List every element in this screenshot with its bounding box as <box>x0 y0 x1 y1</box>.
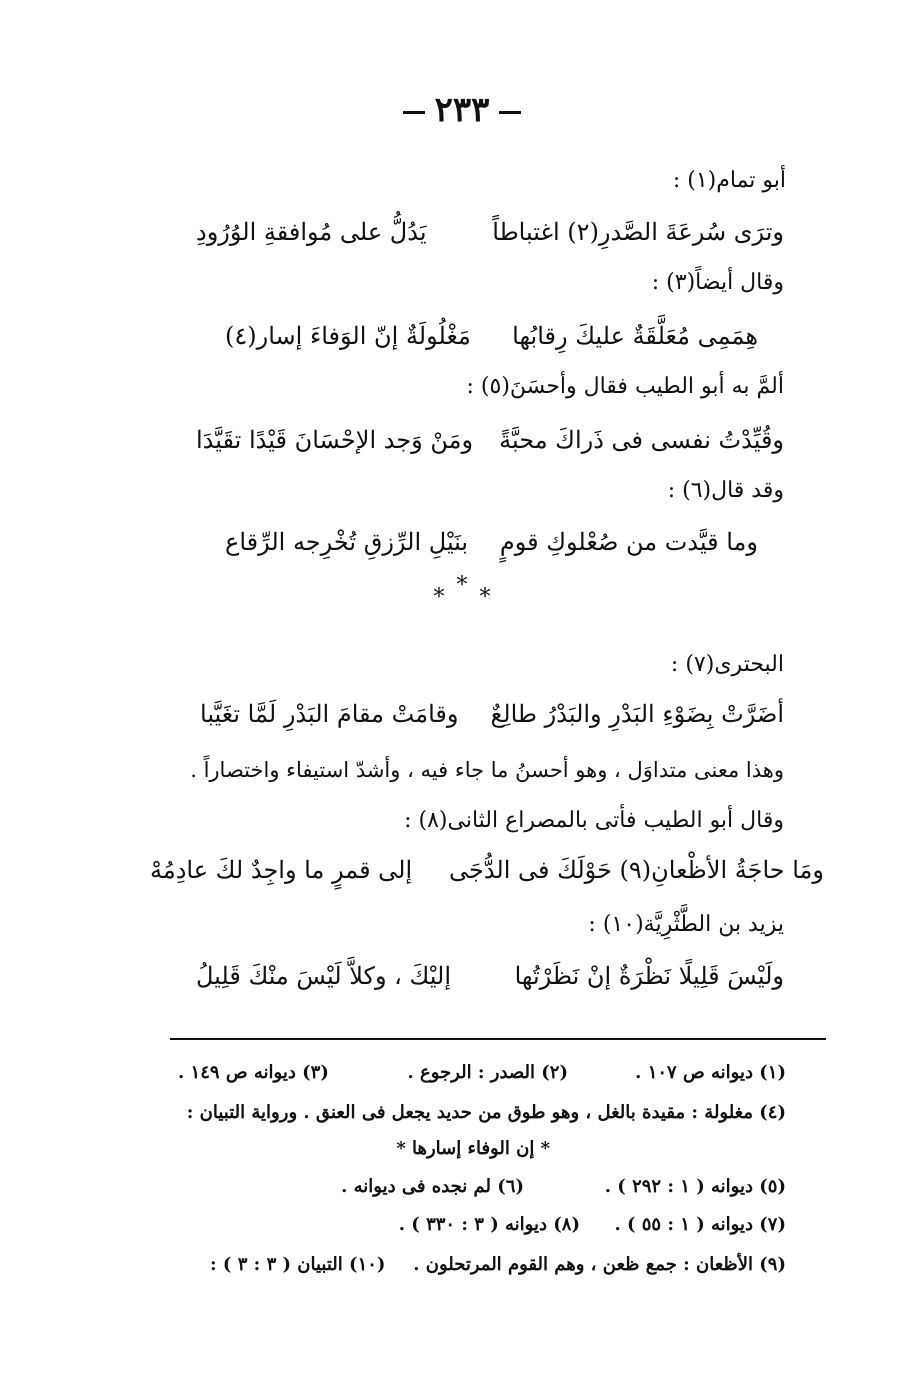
verse-2-second-hemistich: مَغْلُولَةٌ إنّ الوَفاءَ إسار(٤) <box>225 322 471 350</box>
poet-heading-abu-tammam: أبو تمام(١) : <box>672 168 786 193</box>
footnote-3: (٣) ديوانه ص ١٤٩ . <box>178 1062 329 1083</box>
verse-1-first-hemistich: وترَى سُرعَةَ الصَّدرِ(٢) اغتباطاً <box>492 218 784 246</box>
verse-4-first-hemistich: وما قيَّدت من صُعْلوكِ قومٍ <box>499 528 758 556</box>
verse-5-second-hemistich: وقامَتْ مقامَ البَدْرِ لَمَّا تغَيَّبا <box>200 700 459 728</box>
footnote-8: (٨) ديوانه ( ٣ : ٣٣٠ ) . <box>398 1214 580 1235</box>
verse-3-second-hemistich: ومَنْ وَجد الإحْسَانَ قَيْدًا تقَيَّدَا <box>196 426 474 454</box>
footnote-4: (٤) مغلولة : مقيدة بالغل ، وهو طوق من حديد يجعل فى العنق . ورواية التبيان : <box>186 1102 786 1123</box>
footnote-10: (١٠) التبيان ( ٣ : ٣ ) : <box>210 1254 386 1275</box>
section-divider-stars <box>0 573 924 610</box>
footnote-7: (٧) ديوانه ( ١ : ٥٥ ) . <box>614 1214 786 1235</box>
footnote-2: (٢) الصدر : الرجوع . <box>407 1062 568 1083</box>
verse-4-second-hemistich: بنَيْلِ الرِّزقِ تُخْرِجه الرِّقاع <box>225 528 469 556</box>
heading-also-said: وقال أيضاً(٣) : <box>651 270 784 295</box>
verse-6-second-hemistich: إلى قمرٍ ما واجِدٌ لكَ عادِمُهْ <box>150 856 413 884</box>
footnote-1: (١) ديوانه ص ١٠٧ . <box>635 1062 786 1083</box>
star-ornament: * <box>433 585 445 610</box>
poet-heading-yazid: يزيد بن الطَّثْرِيَّة(١٠) : <box>588 912 784 937</box>
star-ornament: * <box>456 573 468 598</box>
footnote-separator <box>170 1038 826 1040</box>
dash-right <box>499 111 521 114</box>
footnote-5: (٥) ديوانه ( ١ : ٢٩٢ ) . <box>604 1176 786 1197</box>
verse-7-first-hemistich: ولَيْسَ قَلِيلًا نَظْرَةٌ إنْ نَظَرْتُها <box>514 962 784 990</box>
heading-and-said: وقد قال(٦) : <box>667 478 784 503</box>
heading-abu-tayyib: ألمَّ به أبو الطيب فقال وأحسَنَ(٥) : <box>466 374 784 399</box>
star-ornament: * <box>479 585 491 610</box>
commentary-paragraph: وهذا معنى متداوَل ، وهو أحسنُ ما جاء فيه ، وأشدّ استيفاء واختصاراً . <box>190 758 784 782</box>
verse-2-first-hemistich: هِمَمِى مُعَلَّقَةٌ عليكَ رِقابُها <box>512 322 758 350</box>
dash-left <box>403 111 425 114</box>
verse-7-second-hemistich: إليْكَ ، وكلاَّ لَيْسَ منْكَ قَلِيلُ <box>196 962 451 990</box>
verse-3-first-hemistich: وقُيِّدْتُ نفسى فى ذَراكَ محبَّةً <box>499 426 784 454</box>
footnote-9: (٩) الأظعان : جمع ظعن ، وهم القوم المرتحلون . <box>413 1254 786 1275</box>
footnote-4-quote: * إن الوفاء إسارها * <box>396 1138 550 1159</box>
heading-abu-tayyib-second: وقال أبو الطيب فأتى بالمصراع الثانى(٨) : <box>404 808 784 833</box>
verse-6-first-hemistich: ومَا حاجَةُ الأظْعانِ(٩) حَوْلَكَ فى الدُّجَى <box>448 856 824 884</box>
page-number <box>0 90 924 130</box>
verse-1-second-hemistich: يَدُلُّ على مُوافقةِ الوُرُودِ <box>196 218 427 246</box>
verse-5-first-hemistich: أضَرَّتْ بِضَوْءِ البَدْرِ والبَدْرُ طالِعٌ <box>490 700 784 728</box>
footnote-6: (٦) لم نجده فى ديوانه . <box>341 1176 524 1197</box>
poet-heading-buhturi: البحترى(٧) : <box>670 652 784 677</box>
page-number-text: ٢٣٣ <box>434 90 490 130</box>
